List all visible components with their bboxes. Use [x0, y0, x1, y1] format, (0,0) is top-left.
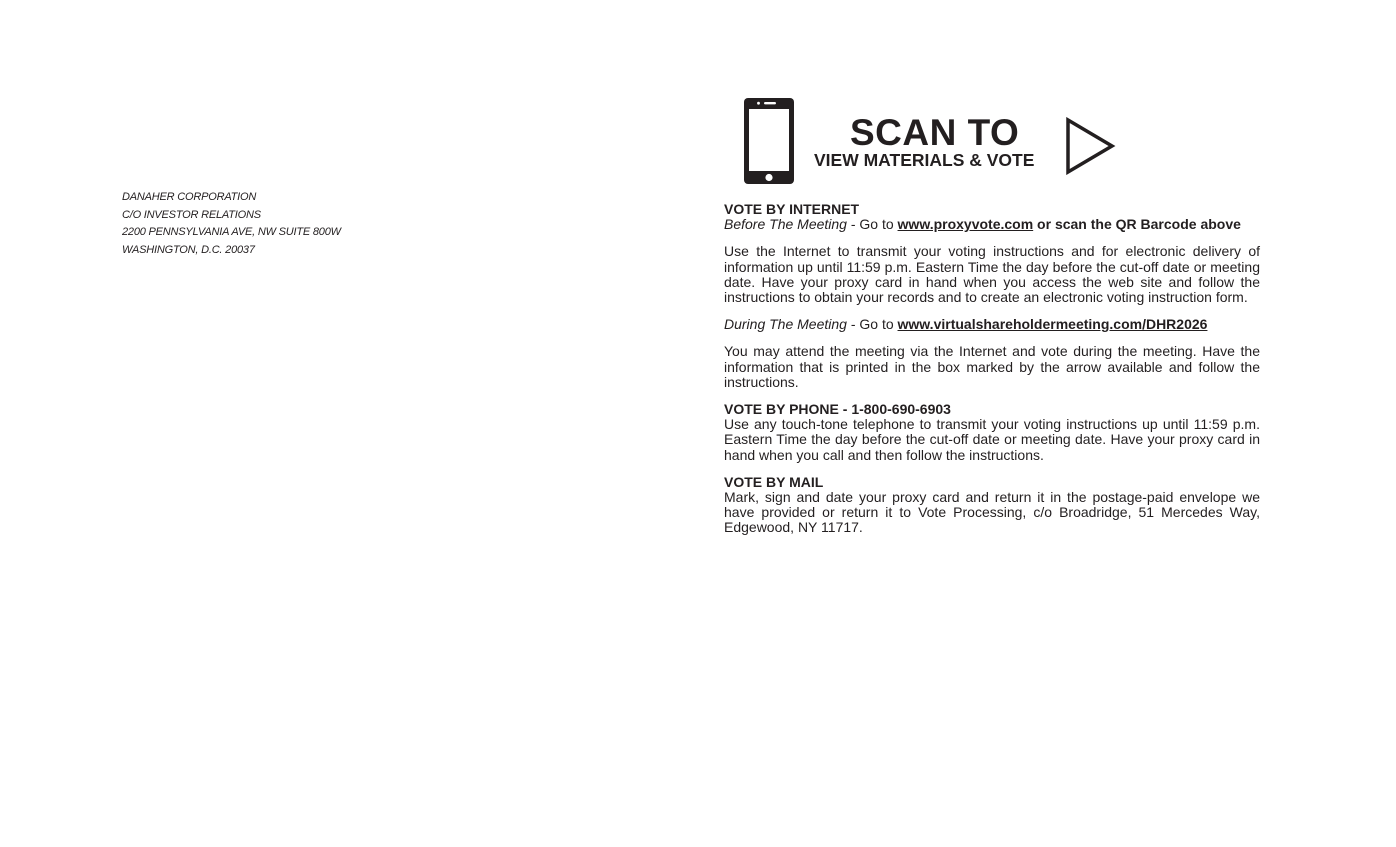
during-meeting-separator: - Go to: [846, 316, 898, 333]
internet-heading: VOTE BY INTERNET: [724, 201, 860, 217]
scan-subtitle: VIEW MATERIALS & VOTE: [814, 150, 1035, 170]
voting-instructions: [724, 202, 1260, 536]
before-meeting-separator: - Go to: [846, 216, 898, 233]
smartphone-icon: [742, 97, 796, 185]
address-line-city: WASHINGTON, D.C. 20037: [122, 243, 255, 256]
address-line-company: DANAHER CORPORATION: [122, 191, 257, 203]
proxyvote-link[interactable]: www.proxyvote.com: [897, 216, 1034, 233]
address-line-department: C/O INVESTOR RELATIONS: [122, 208, 261, 221]
before-meeting-line: [724, 217, 1260, 232]
scan-banner: [742, 97, 1122, 189]
play-arrow-icon: [1064, 117, 1116, 175]
phone-text: Use any touch-tone telephone to transmit your voting instructions up until 11:59 p.m. Eastern Time the day before the cut-off date or meeting date. Have your proxy card in hand when you call and then follow the instructions.: [724, 416, 1260, 463]
before-meeting-text: Use the Internet to transmit your voting instructions and for electronic delivery of information up until 11:59 p.m. Eastern Time the day before the cut-off date or meeting date. Have your proxy card in hand when you access the web site and follow the instructions to obtain your records and to create an electronic voting instruction form.: [724, 243, 1260, 306]
mail-heading: VOTE BY MAIL: [724, 473, 824, 490]
virtual-meeting-link[interactable]: www.virtualshareholdermeeting.com/DHR2026: [897, 316, 1208, 333]
during-meeting-text: You may attend the meeting via the Internet and vote during the meeting. Have the information that is printed in the box marked by the arrow available and follow the instructions.: [724, 343, 1260, 390]
phone-heading: VOTE BY PHONE - 1-800-690-6903: [724, 401, 951, 418]
during-meeting-line: [724, 317, 1260, 332]
mail-text: Mark, sign and date your proxy card and return it in the postage-paid envelope we have provided or return it to Vote Processing, c/o Broadridge, 51 Mercedes Way, Edgewood, NY 11717.: [724, 489, 1260, 536]
during-meeting-label: During The Meeting: [724, 316, 847, 333]
return-address: [122, 189, 341, 259]
before-meeting-label: Before The Meeting: [724, 216, 847, 233]
address-line-street: 2200 PENNSYLVANIA AVE, NW SUITE 800W: [122, 226, 341, 238]
qr-instruction: or scan the QR Barcode above: [1033, 216, 1241, 233]
scan-title: SCAN TO: [850, 112, 1020, 153]
